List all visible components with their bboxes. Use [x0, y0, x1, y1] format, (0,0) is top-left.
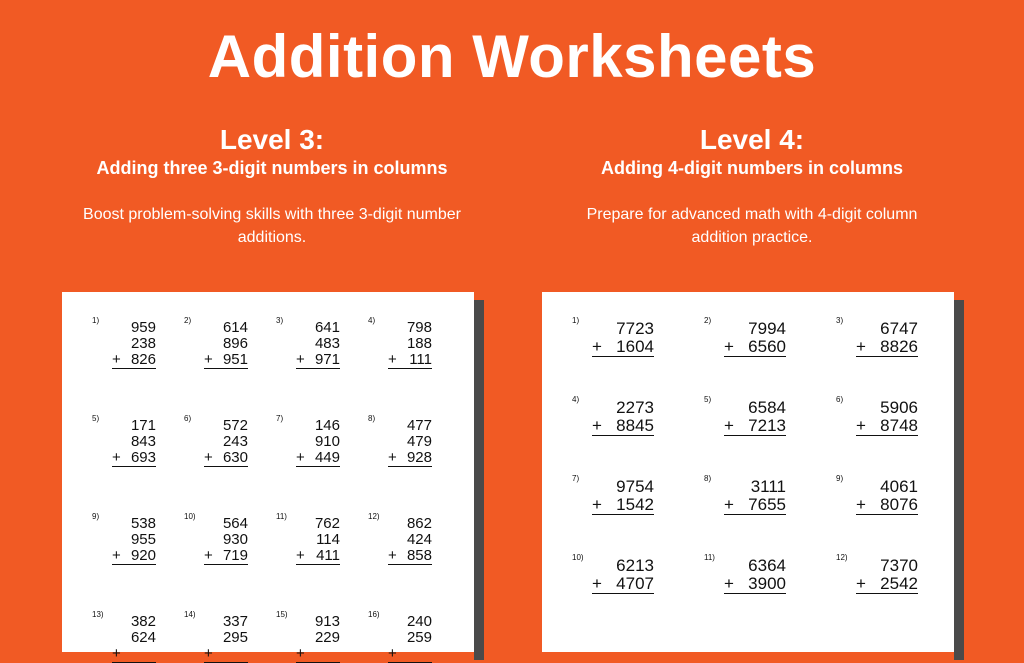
addend-value: 479	[406, 433, 432, 450]
addend	[204, 418, 248, 434]
addend-value: 7655	[748, 495, 786, 514]
addend	[592, 399, 654, 417]
problem-addends	[296, 418, 340, 467]
level-4-description	[532, 203, 972, 249]
addend	[296, 352, 340, 369]
addend	[592, 478, 654, 496]
addend	[592, 557, 654, 575]
addend	[112, 630, 156, 646]
addend	[388, 352, 432, 369]
plus-sign: +	[204, 351, 213, 368]
problem-addends	[592, 399, 654, 436]
addend	[724, 478, 786, 496]
addend-value: 111	[409, 351, 432, 368]
addend	[204, 434, 248, 450]
level-3-description-text: Boost problem-solving skills with three 3-digit number additions.	[83, 206, 461, 246]
addend-value: 8076	[880, 495, 918, 514]
problem-addends	[856, 399, 918, 436]
addend	[388, 630, 432, 646]
addend	[112, 320, 156, 336]
addend	[112, 418, 156, 434]
addend-value: 295	[222, 629, 248, 646]
addend	[296, 320, 340, 336]
plus-sign: +	[592, 416, 602, 435]
addend	[112, 450, 156, 467]
problem-number: 4)	[368, 316, 376, 325]
problem-number: 5)	[92, 414, 100, 423]
addend	[204, 630, 248, 646]
addend	[592, 320, 654, 338]
problem-addends	[112, 320, 156, 369]
problem-addends	[856, 557, 918, 594]
addend-value: 7370	[880, 556, 918, 575]
problem-number: 12)	[836, 553, 848, 562]
plus-sign: +	[204, 645, 213, 662]
page-title: Addition Worksheets	[207, 23, 817, 90]
addend-value: 624	[130, 629, 156, 646]
addend-value: 6747	[880, 319, 918, 338]
addend	[204, 516, 248, 532]
problem-number: 13)	[92, 610, 104, 619]
problem-number: 2)	[704, 316, 712, 325]
addend-value: 8826	[880, 337, 918, 356]
addend	[112, 548, 156, 565]
addend-value: 826	[130, 351, 156, 368]
addend-value: 4061	[880, 477, 918, 496]
plus-sign: +	[592, 337, 602, 356]
addend-value: 411	[316, 547, 340, 564]
addend	[388, 614, 432, 630]
addend-value: 951	[222, 351, 248, 368]
addend-value: 6560	[748, 337, 786, 356]
plus-sign: +	[724, 574, 734, 593]
addend	[856, 417, 918, 436]
problem-number: 8)	[368, 414, 376, 423]
plus-sign: +	[296, 449, 305, 466]
addend-value: 5906	[880, 398, 918, 417]
problem-number: 11)	[276, 512, 287, 521]
addend-value: 382	[130, 613, 156, 630]
problem-addends	[296, 614, 340, 663]
addend	[724, 320, 786, 338]
addend-value: 7723	[616, 319, 654, 338]
addend	[724, 399, 786, 417]
plus-sign: +	[724, 416, 734, 435]
plus-sign: +	[592, 574, 602, 593]
plus-sign: +	[112, 449, 121, 466]
addend-value: 259	[406, 629, 432, 646]
problem-number: 9)	[92, 512, 100, 521]
addend	[388, 336, 432, 352]
addend-value: 3900	[748, 574, 786, 593]
plus-sign: +	[388, 645, 397, 662]
addend-value: 188	[406, 335, 432, 352]
problem-number: 1)	[92, 316, 100, 325]
problem-number: 11)	[704, 553, 715, 562]
addend	[296, 614, 340, 630]
addend-value: 337	[222, 613, 248, 630]
problem-number: 10)	[572, 553, 584, 562]
addend-value: 8748	[880, 416, 918, 435]
addend-value: 9754	[616, 477, 654, 496]
problem-addends	[592, 320, 654, 357]
problem-addends	[724, 399, 786, 436]
addend	[856, 496, 918, 515]
problem-addends	[724, 320, 786, 357]
addend-value: 7994	[748, 319, 786, 338]
addend-value: 913	[314, 613, 340, 630]
addend	[296, 336, 340, 352]
addend	[112, 434, 156, 450]
worksheet-level-3-preview[interactable]	[62, 292, 474, 662]
addend	[592, 575, 654, 594]
problem-addends	[592, 557, 654, 594]
problem-addends	[112, 418, 156, 467]
addend	[296, 548, 340, 565]
addend-value: 229	[314, 629, 340, 646]
addend	[388, 516, 432, 532]
problem-addends	[388, 614, 432, 663]
addend	[856, 557, 918, 575]
worksheet-level-4-preview[interactable]	[542, 292, 954, 652]
addend-value: 858	[406, 547, 432, 564]
addend-value: 2273	[616, 398, 654, 417]
addend	[724, 575, 786, 594]
addend	[204, 320, 248, 336]
problem-number: 16)	[368, 610, 380, 619]
problem-addends	[388, 516, 432, 565]
problem-number: 6)	[184, 414, 192, 423]
plus-sign: +	[204, 449, 213, 466]
problem-number: 2)	[184, 316, 192, 325]
worksheet-4-shadow	[954, 300, 964, 660]
addend	[724, 496, 786, 515]
problem-addends	[296, 320, 340, 369]
addend-value: 483	[314, 335, 340, 352]
addend-value: 955	[130, 531, 156, 548]
addend-value: 719	[222, 547, 248, 564]
level-4-subtitle: Adding 4-digit numbers in columns	[600, 158, 903, 178]
addend-value: 693	[130, 449, 156, 466]
problem-number: 7)	[572, 474, 580, 483]
addend-value: 920	[130, 547, 156, 564]
addend-value: 641	[314, 319, 340, 336]
plus-sign: +	[388, 449, 397, 466]
addend-value: 4707	[616, 574, 654, 593]
addend	[592, 338, 654, 357]
addend	[112, 352, 156, 369]
addend	[112, 336, 156, 352]
addend	[388, 320, 432, 336]
addend-value: 3111	[750, 477, 786, 496]
addend-value: 6584	[748, 398, 786, 417]
addend-value: 959	[130, 319, 156, 336]
addend	[296, 646, 340, 663]
problem-addends	[112, 516, 156, 565]
problem-addends	[112, 614, 156, 663]
addend-value: 2542	[880, 574, 918, 593]
problem-number: 12)	[368, 512, 380, 521]
problem-addends	[856, 320, 918, 357]
level-3-subtitle: Adding three 3-digit numbers in columns	[96, 158, 448, 178]
addend	[856, 478, 918, 496]
addend	[724, 557, 786, 575]
addend	[388, 532, 432, 548]
problem-addends	[204, 418, 248, 467]
problem-addends	[204, 320, 248, 369]
addend	[296, 450, 340, 467]
problem-number: 4)	[572, 395, 580, 404]
addend-value: 614	[222, 319, 248, 336]
plus-sign: +	[724, 337, 734, 356]
plus-sign: +	[112, 351, 121, 368]
plus-sign: +	[856, 574, 866, 593]
problem-addends	[856, 478, 918, 515]
level-4-description-text: Prepare for advanced math with 4-digit column addition practice.	[586, 206, 918, 246]
addend-value: 910	[314, 433, 340, 450]
problem-addends	[724, 557, 786, 594]
problem-number: 10)	[184, 512, 196, 521]
problem-number: 5)	[704, 395, 712, 404]
addend-value: 146	[314, 417, 340, 434]
plus-sign: +	[592, 495, 602, 514]
problem-addends	[592, 478, 654, 515]
addend	[112, 646, 156, 663]
addend-value: 1542	[616, 495, 654, 514]
addend	[204, 646, 248, 663]
problem-number: 8)	[704, 474, 712, 483]
addend	[388, 418, 432, 434]
plus-sign: +	[388, 351, 397, 368]
plus-sign: +	[296, 351, 305, 368]
problem-addends	[724, 478, 786, 515]
level-3-title: Level 3:	[219, 124, 325, 155]
addend-value: 6364	[748, 556, 786, 575]
addend	[296, 516, 340, 532]
addend-value: 971	[314, 351, 340, 368]
addend	[388, 434, 432, 450]
addend	[388, 450, 432, 467]
plus-sign: +	[204, 547, 213, 564]
addend-value: 7213	[748, 416, 786, 435]
addend	[296, 532, 340, 548]
addend	[112, 516, 156, 532]
addend	[856, 338, 918, 357]
addend	[204, 352, 248, 369]
addend	[856, 399, 918, 417]
addend	[204, 450, 248, 467]
addend	[724, 417, 786, 436]
problem-number: 7)	[276, 414, 284, 423]
addend-value: 424	[406, 531, 432, 548]
addend-value: 238	[130, 335, 156, 352]
worksheet-3-shadow	[474, 300, 484, 660]
addend-value: 1604	[616, 337, 654, 356]
addend-value: 6213	[616, 556, 654, 575]
addend	[856, 575, 918, 594]
addend-value: 843	[130, 433, 156, 450]
addend-value: 8845	[616, 416, 654, 435]
addend-value: 896	[222, 335, 248, 352]
problem-addends	[296, 516, 340, 565]
addend-value: 449	[314, 449, 340, 466]
addend	[592, 496, 654, 515]
plus-sign: +	[112, 645, 121, 662]
addend	[296, 418, 340, 434]
plus-sign: +	[296, 645, 305, 662]
problem-number: 6)	[836, 395, 844, 404]
addend-value: 243	[222, 433, 248, 450]
addend-value: 171	[130, 417, 156, 434]
addend	[296, 434, 340, 450]
addend-value: 114	[316, 531, 340, 548]
addend	[112, 614, 156, 630]
addend	[204, 548, 248, 565]
addend-value: 564	[222, 515, 248, 532]
addend-value: 240	[406, 613, 432, 630]
level-3-description	[52, 203, 492, 249]
addend	[296, 630, 340, 646]
plus-sign: +	[112, 547, 121, 564]
addend-value: 862	[406, 515, 432, 532]
problem-number: 3)	[836, 316, 844, 325]
addend	[856, 320, 918, 338]
plus-sign: +	[388, 547, 397, 564]
problem-number: 3)	[276, 316, 284, 325]
addend-value: 798	[406, 319, 432, 336]
level-4-title: Level 4:	[699, 124, 805, 155]
addend	[112, 532, 156, 548]
problem-number: 15)	[276, 610, 288, 619]
addend-value: 762	[314, 515, 340, 532]
addend-value: 930	[222, 531, 248, 548]
addend-value: 477	[406, 417, 432, 434]
problem-number: 1)	[572, 316, 580, 325]
plus-sign: +	[856, 495, 866, 514]
problem-addends	[204, 614, 248, 663]
addend	[388, 646, 432, 663]
addend	[592, 417, 654, 436]
addend-value: 928	[406, 449, 432, 466]
addend-value: 630	[222, 449, 248, 466]
plus-sign: +	[856, 337, 866, 356]
problem-addends	[204, 516, 248, 565]
addend	[204, 532, 248, 548]
addend	[204, 614, 248, 630]
addend	[724, 338, 786, 357]
problem-number: 9)	[836, 474, 844, 483]
problem-addends	[388, 320, 432, 369]
addend-value: 538	[130, 515, 156, 532]
plus-sign: +	[724, 495, 734, 514]
addend-value: 572	[222, 417, 248, 434]
problem-addends	[388, 418, 432, 467]
addend	[388, 548, 432, 565]
plus-sign: +	[296, 547, 305, 564]
problem-number: 14)	[184, 610, 196, 619]
addend	[204, 336, 248, 352]
plus-sign: +	[856, 416, 866, 435]
